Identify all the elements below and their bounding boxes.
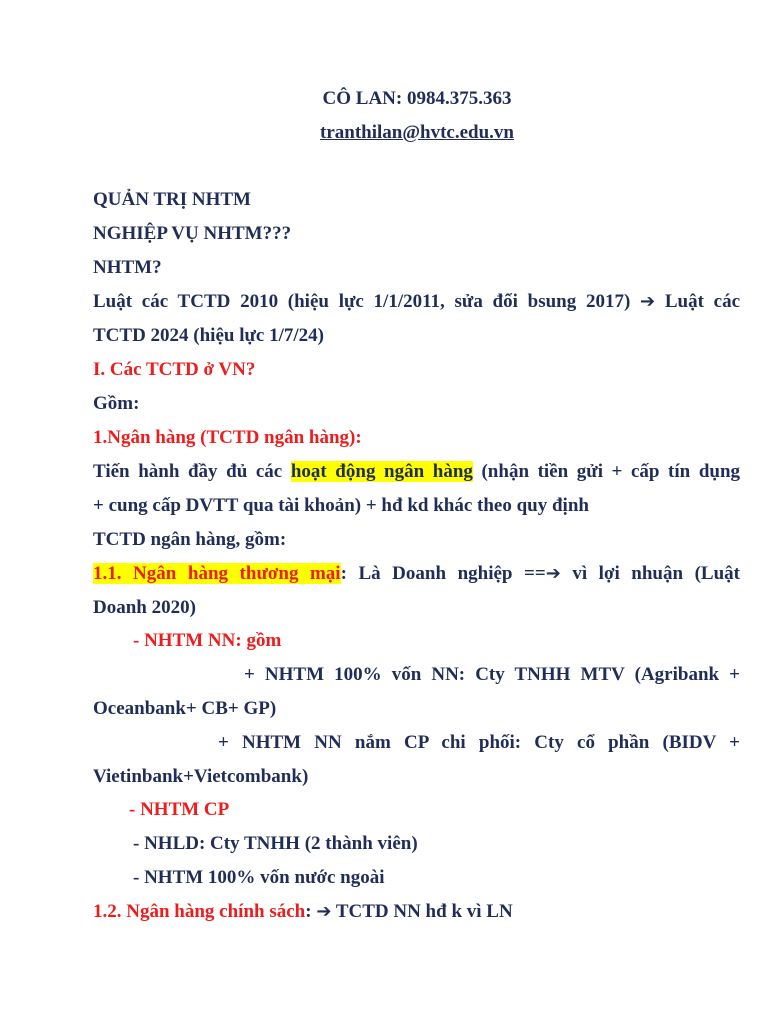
course-title: QUẢN TRỊ NHTM: [93, 189, 251, 210]
commercial-bank-text-a: Là Doanh nghiệp ==: [358, 563, 546, 584]
colon: :: [305, 901, 312, 922]
subsection-heading-1: 1.Ngân hàng (TCTD ngân hàng):: [93, 427, 362, 448]
definition-text-b: (nhận tiền gửi + cấp tín dụng: [481, 461, 741, 482]
law-line-2: TCTD 2024 (hiệu lực 1/7/24): [93, 325, 324, 346]
foreign-bank-item: - NHTM 100% vốn nước ngoài: [133, 867, 385, 888]
subject-question: NGHIỆP VỤ NHTM???: [93, 223, 292, 244]
state-commercial-bank-item: - NHTM NN: gồm: [133, 630, 282, 651]
joint-venture-bank-item: - NHLD: Cty TNHH (2 thành viên): [133, 833, 418, 854]
includes-label: Gồm:: [93, 393, 140, 414]
email-line: [0, 120, 768, 146]
contact-line: CÔ LAN: 0984.375.363: [322, 88, 512, 109]
law-text-a: Luật các TCTD 2010 (hiệu lực 1/1/2011, sửa đổi bsung 2017): [93, 291, 631, 312]
state-100-line-1: + NHTM 100% vốn NN: Cty TNHH MTV (Agribank +: [244, 664, 740, 685]
arrow-right-icon: ➔: [545, 563, 561, 584]
nhtm-question: NHTM?: [93, 257, 162, 278]
policy-bank-heading: 1.2. Ngân hàng chính sách: [93, 901, 306, 922]
state-controlling-line-2: Vietinbank+Vietcombank): [93, 766, 309, 787]
section-heading-1: I. Các TCTD ở VN?: [93, 359, 256, 380]
arrow-right-icon: ➔: [640, 291, 656, 312]
bank-types-label: TCTD ngân hàng, gồm:: [93, 529, 287, 550]
colon: :: [340, 563, 347, 584]
joint-stock-bank-item: - NHTM CP: [129, 799, 230, 820]
law-line-1: [93, 289, 740, 315]
commercial-bank-line-2: Doanh 2020): [93, 597, 196, 618]
bank-definition-line-2: + cung cấp DVTT qua tài khoản) + hđ kd khác theo quy định: [93, 495, 589, 516]
email-link[interactable]: tranthilan@hvtc.edu.vn: [320, 122, 514, 143]
law-text-b: Luật các: [664, 291, 741, 312]
commercial-bank-line-1: [93, 561, 740, 587]
definition-text-a: Tiến hành đầy đủ các: [93, 461, 283, 482]
policy-bank-line: [93, 899, 513, 925]
highlighted-term: hoạt động ngân hàng: [290, 461, 473, 482]
commercial-bank-text-b: vì lợi nhuận (Luật: [572, 563, 740, 584]
commercial-bank-heading: 1.1. Ngân hàng thương mại: [93, 563, 341, 584]
state-100-line-2: Oceanbank+ CB+ GP): [93, 698, 277, 719]
state-controlling-line-1: + NHTM NN nắm CP chi phối: Cty cổ phần (BIDV +: [218, 732, 740, 753]
arrow-right-icon: ➔: [316, 901, 332, 922]
policy-bank-text: TCTD NN hđ k vì LN: [335, 901, 513, 922]
bank-definition-line-1: [93, 459, 740, 485]
